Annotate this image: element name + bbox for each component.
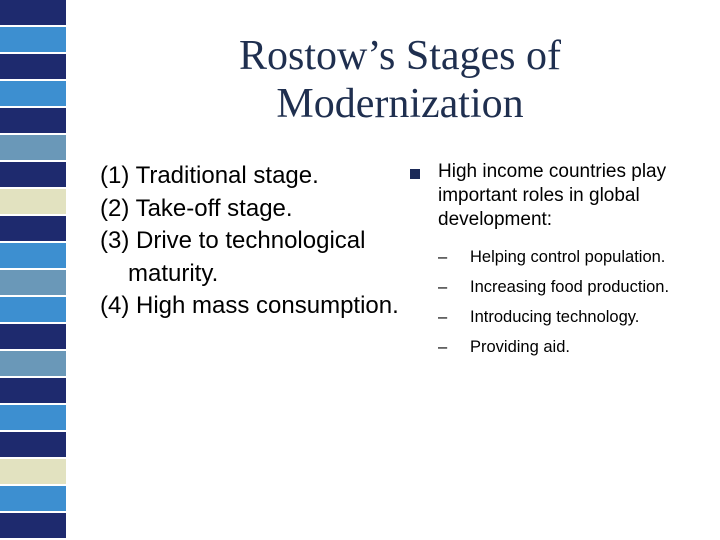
stripe-block (0, 162, 66, 187)
stripe-block (0, 459, 66, 484)
roles-column (410, 160, 710, 366)
dash-bullet-icon: – (438, 338, 448, 356)
slide-title (160, 32, 640, 128)
stripe-block (0, 351, 66, 376)
stripe-block (0, 432, 66, 457)
stripe-block (0, 27, 66, 52)
stage-item-2: (2) Take-off stage. (100, 194, 293, 222)
stage-item-4: (4) High mass consumption. (100, 292, 399, 319)
stripe-block (0, 405, 66, 430)
title-line-1: Rostow’s Stages of (238, 33, 561, 79)
sub-bullet-text: Introducing technology. (470, 308, 640, 326)
dash-bullet-icon: – (438, 278, 448, 296)
dash-bullet-icon: – (438, 248, 448, 266)
sub-bullet-text: Helping control population. (470, 248, 666, 266)
stripe-block (0, 513, 66, 538)
sub-bullet-item (438, 276, 710, 298)
stripe-block (0, 54, 66, 79)
stripe-block (0, 135, 66, 160)
main-bullet-text: High income countries play important roles in global development: (438, 161, 667, 230)
stripe-block (0, 81, 66, 106)
stripe-block (0, 270, 66, 295)
stripe-block (0, 243, 66, 268)
stage-item-3: (3) Drive to technological maturity. (100, 227, 366, 287)
dash-bullet-icon: – (438, 308, 448, 326)
stage-item-1: (1) Traditional stage. (100, 162, 319, 189)
stripe-block (0, 324, 66, 349)
sub-bullet-item (438, 336, 710, 358)
sub-bullet-text: Providing aid. (470, 338, 570, 356)
stripe-block (0, 297, 66, 322)
title-line-2: Modernization (276, 81, 524, 127)
stripe-block (0, 189, 66, 214)
sub-bullet-item (438, 246, 710, 268)
decorative-stripe-bar (0, 0, 66, 540)
square-bullet-icon (410, 169, 420, 179)
main-bullet (410, 160, 710, 232)
sub-bullet-text: Increasing food production. (470, 278, 670, 296)
stages-list (100, 160, 400, 323)
stripe-block (0, 108, 66, 133)
stripe-block (0, 378, 66, 403)
stripe-block (0, 0, 66, 25)
sub-bullet-item (438, 306, 710, 328)
sub-bullet-list (410, 246, 710, 358)
stripe-block (0, 486, 66, 511)
stripe-block (0, 216, 66, 241)
